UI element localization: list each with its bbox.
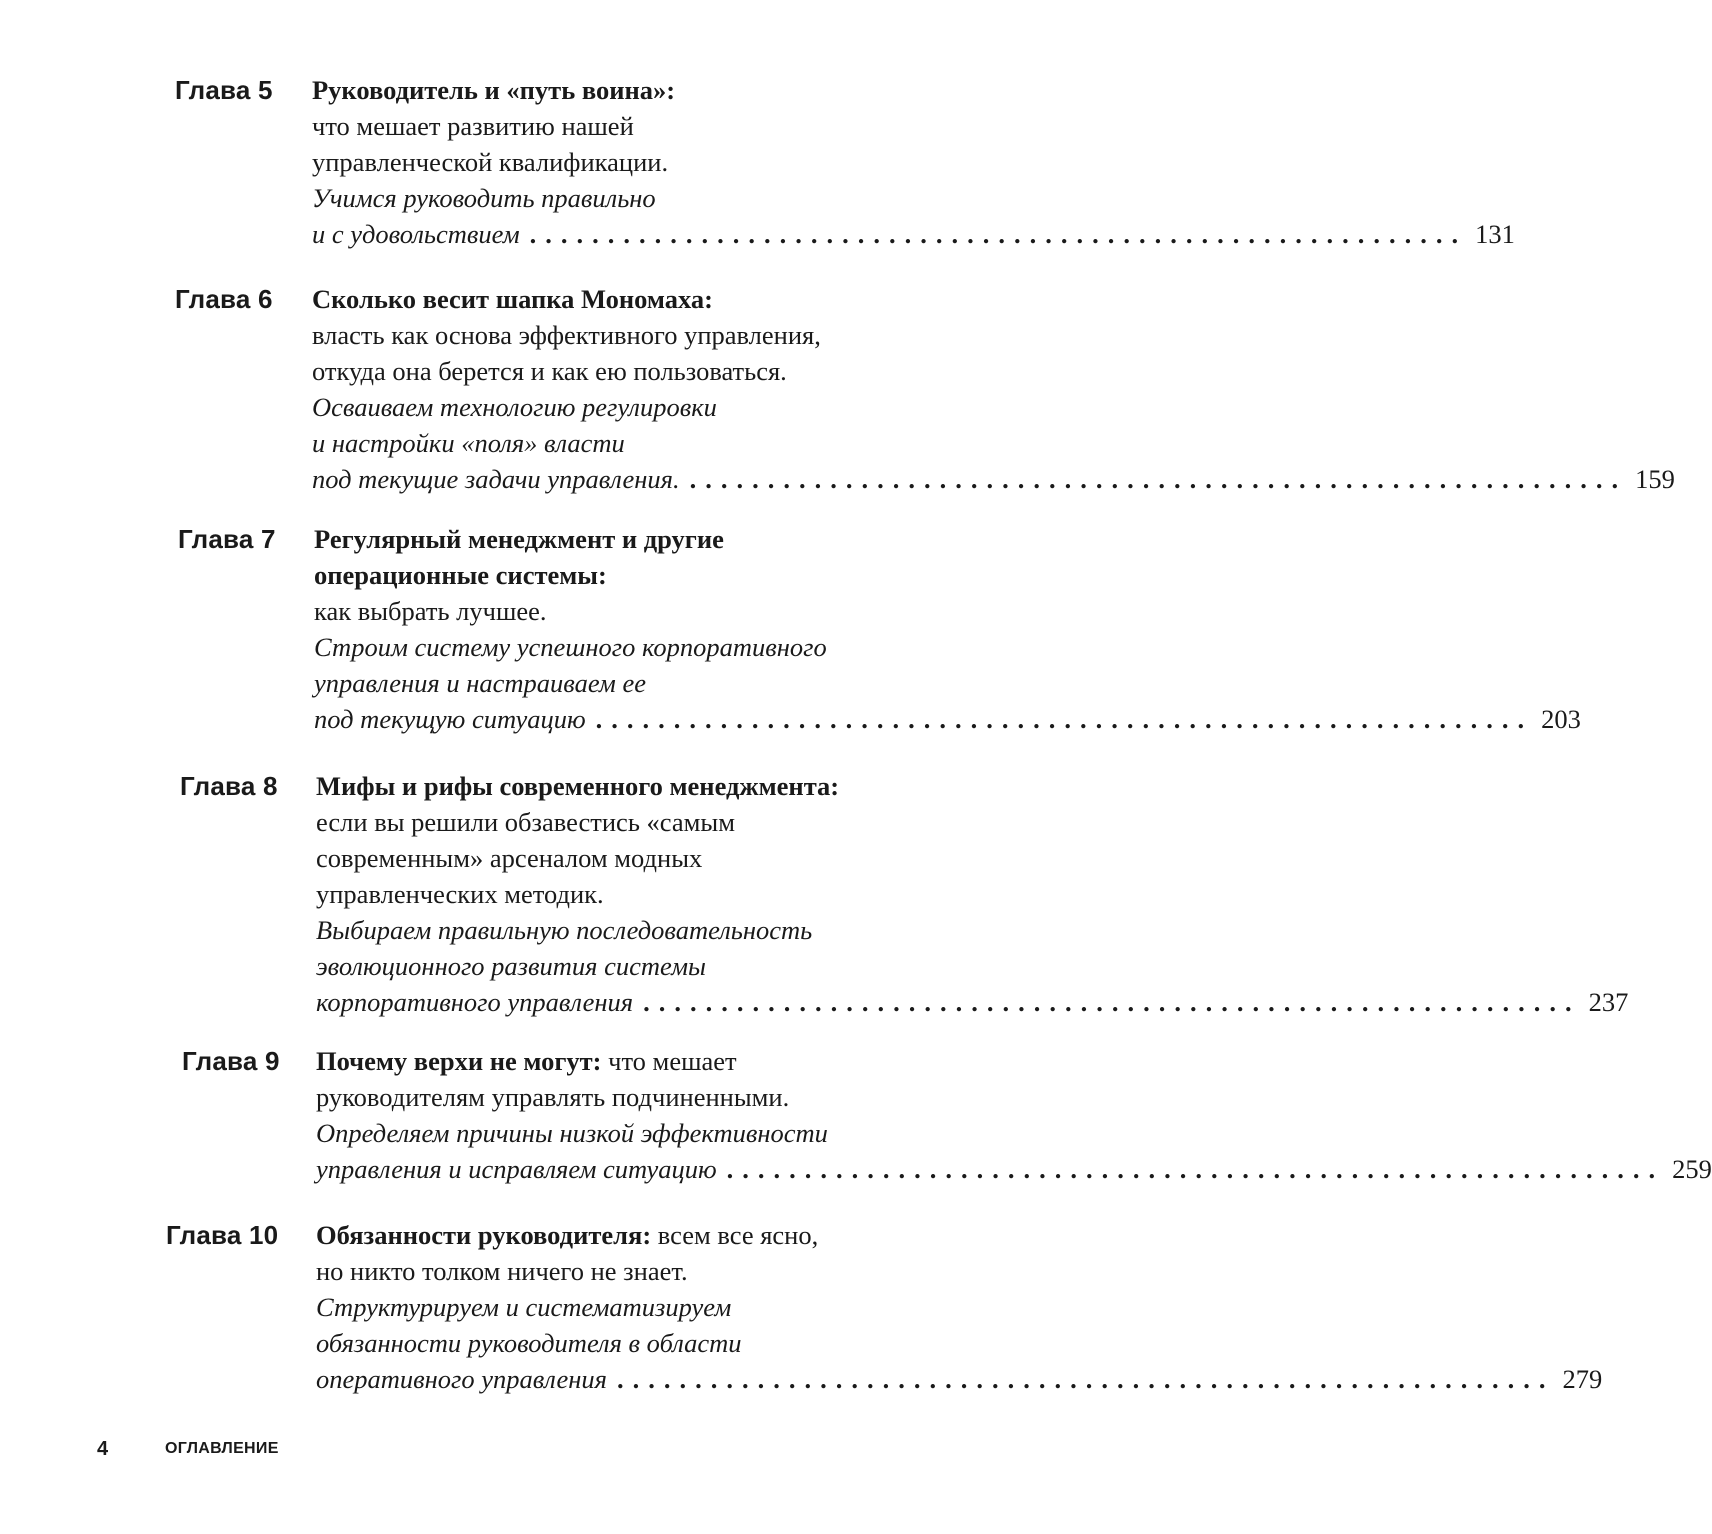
leader-text: оперативного управления [316, 1364, 607, 1394]
description-italic-text: и настройки «поля» власти [312, 428, 625, 458]
description-line [312, 317, 897, 353]
dot-leader: ............................................................ [689, 464, 1628, 494]
description-line [312, 72, 897, 108]
page-number: 4 [97, 1438, 109, 1460]
page-number-ref: 159 [1635, 464, 1675, 494]
description-text: руководителям управлять подчиненными. [316, 1082, 790, 1112]
description-text: что мешает [601, 1046, 737, 1076]
dot-leader: ............................................................ [595, 704, 1534, 734]
description-line [316, 1253, 906, 1289]
description-line [312, 108, 897, 144]
description-text: управленческих методик. [316, 879, 604, 909]
description-text: что мешает развитию нашей [312, 111, 634, 141]
description-line [316, 840, 904, 876]
description-italic-text: управления и настраиваем ее [314, 668, 646, 698]
description-text: современным» арсеналом модных [316, 843, 703, 873]
description-line [316, 1289, 906, 1325]
description-italic-text: Осваиваем технологию регулировки [312, 392, 717, 422]
description-line [314, 593, 900, 629]
description-text: но никто толком ничего не знает. [316, 1256, 688, 1286]
description-line [316, 948, 904, 984]
description-line [316, 804, 904, 840]
description-italic-text: эволюционного развития системы [316, 951, 706, 981]
chapter-label: Глава 10 [166, 1220, 279, 1250]
leader-line [312, 461, 1675, 497]
chapter-title-text: Руководитель и «путь воина»: [312, 75, 676, 105]
page-number-ref: 131 [1475, 219, 1515, 249]
page-number-ref: 279 [1562, 1364, 1603, 1394]
chapter-description [314, 521, 1581, 737]
description-italic-text: обязанности руководителя в области [316, 1328, 742, 1358]
dot-leader: ............................................................ [643, 987, 1581, 1017]
chapter-title-text: Регулярный менеджмент и другие [314, 524, 724, 554]
chapter-description [312, 72, 1515, 252]
description-line [314, 521, 900, 557]
description-text: как выбрать лучшее. [314, 596, 547, 626]
description-italic-text: Структурируем и систематизируем [316, 1292, 732, 1322]
description-italic-text: Учимся руководить правильно [312, 183, 656, 213]
chapter-title-text: Сколько весит шапка Мономаха: [312, 284, 714, 314]
description-line [316, 1115, 906, 1151]
leader-line [312, 216, 1515, 252]
chapter-description [316, 768, 1629, 1020]
description-line [312, 281, 897, 317]
page-number-ref: 237 [1588, 987, 1629, 1017]
leader-text: корпоративного управления [316, 987, 634, 1017]
leader-text: под текущие задачи управления. [312, 464, 680, 494]
description-line [312, 389, 897, 425]
description-line [316, 876, 904, 912]
description-line [312, 144, 897, 180]
description-text: откуда она берется и как ею пользоваться. [312, 356, 787, 386]
chapter-title-text: Обязанности руководителя: [316, 1220, 652, 1250]
chapter-title-text: Почему верхи не могут: [316, 1046, 602, 1076]
chapter-description [316, 1043, 1712, 1187]
page-number-ref: 259 [1672, 1154, 1712, 1184]
leader-text: и с удовольствием [312, 219, 520, 249]
description-line [312, 180, 897, 216]
description-text: всем все ясно, [651, 1220, 819, 1250]
description-line [312, 425, 897, 461]
description-line [314, 629, 900, 665]
description-text: если вы решили обзавестись «самым [316, 807, 735, 837]
running-title: ОГЛАВЛЕНИЕ [165, 1440, 279, 1457]
chapter-title-text: Мифы и рифы современного менеджмента: [316, 771, 840, 801]
leader-line [316, 1151, 1712, 1187]
leader-line [316, 1361, 1603, 1397]
chapter-label: Глава 6 [175, 284, 273, 314]
chapter-label: Глава 5 [175, 75, 273, 105]
description-italic-text: Строим систему успешного корпоративного [314, 632, 827, 662]
leader-text: управления и исправляем ситуацию [316, 1154, 717, 1184]
description-line [316, 768, 904, 804]
description-text: власть как основа эффективного управления, [312, 320, 821, 350]
chapter-description [312, 281, 1675, 497]
chapter-title-text: операционные системы: [314, 560, 607, 590]
description-italic-text: Выбираем правильную последовательность [316, 915, 813, 945]
chapter-label: Глава 7 [178, 524, 276, 554]
leader-text: под текущую ситуацию [314, 704, 586, 734]
dot-leader: ............................................................ [726, 1154, 1665, 1184]
description-line [316, 1043, 906, 1079]
chapter-label: Глава 9 [182, 1046, 280, 1076]
leader-line [316, 984, 1629, 1020]
description-line [316, 1325, 906, 1361]
chapter-label: Глава 8 [180, 771, 278, 801]
chapter-description [316, 1217, 1603, 1397]
leader-line [314, 701, 1581, 737]
description-line [316, 912, 904, 948]
dot-leader: ............................................................ [529, 219, 1468, 249]
dot-leader: ............................................................ [616, 1364, 1555, 1394]
description-line [316, 1217, 906, 1253]
description-italic-text: Определяем причины низкой эффективности [316, 1118, 828, 1148]
description-line [314, 665, 900, 701]
description-line [316, 1079, 906, 1115]
description-line [314, 557, 900, 593]
description-line [312, 353, 897, 389]
description-text: управленческой квалификации. [312, 147, 669, 177]
page-number-ref: 203 [1541, 704, 1581, 734]
